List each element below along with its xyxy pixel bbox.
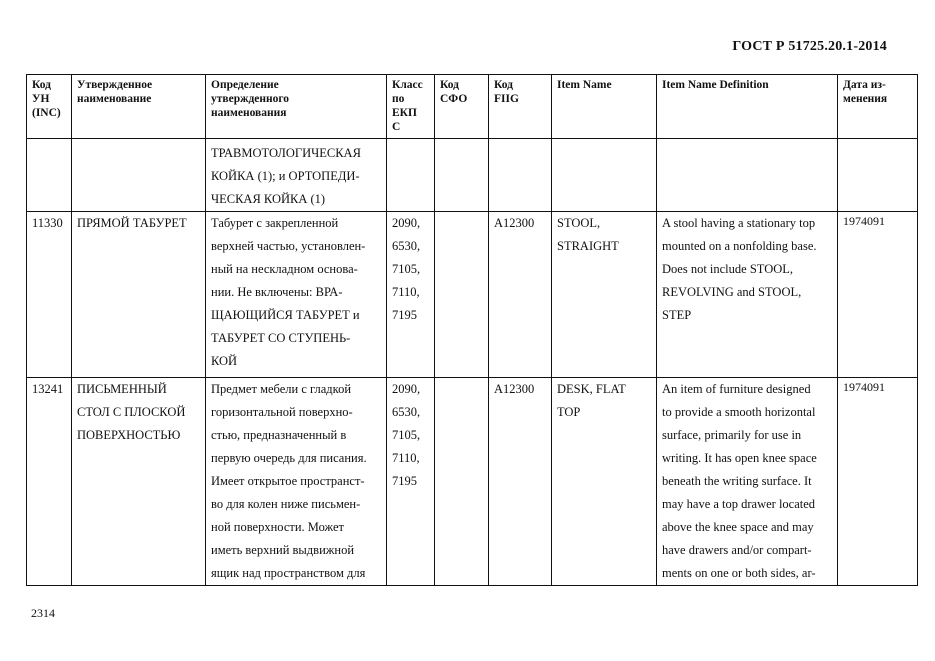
cell-line: STOOL, [557,216,601,230]
cell-line: ный на нескладном основа- [211,262,358,276]
cell-line: DESK, FLAT [557,382,626,396]
cell-line: во для колен ниже письмен- [211,497,361,511]
header-line: С [392,121,401,133]
cell-value: 13241 [32,382,64,396]
cell-item-name [552,378,657,586]
cell-line: 7105, [392,262,421,276]
cell-item-def [657,378,838,586]
cell-line: Табурет с закрепленной [211,216,339,230]
cell-line: Does not include STOOL, [662,262,794,276]
cell-date [838,378,918,586]
cell-approved-name [72,139,206,212]
cell-line: 6530, [392,405,421,419]
cell-value: 11330 [32,216,63,230]
document-code: ГОСТ Р 51725.20.1-2014 [732,39,887,54]
header-line: Item Name [557,79,612,91]
header-line: Утвержденное [77,79,153,91]
cell-line: mounted on a nonfolding base. [662,239,817,253]
cell-line: may have a top drawer located [662,497,816,511]
cell-line: surface, primarily for use in [662,428,802,442]
header-line: Дата из- [843,79,886,91]
cell-class [387,378,435,586]
cell-line: СТОЛ С ПЛОСКОЙ [77,405,186,419]
cell-line: горизонтальной поверхно- [211,405,353,419]
cell-line: стью, предназначенный в [211,428,347,442]
page-number: 2314 [31,606,55,620]
cell-line: ящик над пространством для [211,566,366,580]
cell-line: An item of furniture designed [662,382,811,396]
cell-line: beneath the writing surface. It [662,474,812,488]
table-body [27,139,918,586]
header-line: Код [440,79,460,91]
cell-item-def [657,212,838,378]
cell-line: КОЙКА (1); и ОРТОПЕДИ- [211,169,360,183]
cell-line: above the knee space and may [662,520,814,534]
cell-value: 1974091 [843,380,885,394]
header-line: утвержденного [211,93,290,105]
cell-line: 7195 [392,308,417,322]
header-col-item-name [552,75,657,139]
header-col-date [838,75,918,139]
cell-line: Предмет мебели с гладкой [211,382,352,396]
cell-line: 7110, [392,451,420,465]
cell-approved-name [72,212,206,378]
cell-line: STEP [662,308,692,322]
cell-line: нии. Не включены: ВРА- [211,285,343,299]
header-col-item-def [657,75,838,139]
cell-definition [206,212,387,378]
header-col-inc [27,75,72,139]
cell-line: ments on one or both sides, ar- [662,566,816,580]
cell-class [387,212,435,378]
cell-date [838,212,918,378]
cell-item-def [657,139,838,212]
cell-line: 2090, [392,216,421,230]
cell-item-name [552,139,657,212]
cell-line: 7195 [392,474,417,488]
cell-line: ТРАВМОТОЛОГИЧЕСКАЯ [211,146,361,160]
cell-line: Имеет открытое пространст- [211,474,365,488]
cell-line: ЧЕСКАЯ КОЙКА (1) [211,192,326,206]
cell-line: writing. It has open knee space [662,451,817,465]
header-line: Код [32,79,52,91]
cell-line: ПРЯМОЙ ТАБУРЕТ [77,216,187,230]
header-col-fiig [489,75,552,139]
cell-sfo [435,139,489,212]
cell-sfo [435,212,489,378]
cell-line: 6530, [392,239,421,253]
header-line: наименования [211,107,287,119]
header-line: Класс [392,79,423,91]
cell-line: ЩАЮЩИЙСЯ ТАБУРЕТ и [211,308,360,322]
cell-value: 1974091 [843,214,885,228]
cell-line: 7110, [392,285,420,299]
header-col-class [387,75,435,139]
cell-inc [27,378,72,586]
table-row [27,378,918,586]
cell-date [838,139,918,212]
cell-item-name [552,212,657,378]
cell-line: 7105, [392,428,421,442]
cell-fiig [489,212,552,378]
cell-line: ТАБУРЕТ СО СТУПЕНЬ- [211,331,351,345]
cell-inc [27,212,72,378]
cell-line: первую очередь для писания. [211,451,367,465]
header-line: Определение [211,79,279,91]
header-line: (INC) [32,107,61,119]
header-line: Код [494,79,514,91]
table-header-row [27,75,918,139]
header-col-definition [206,75,387,139]
cell-line: to provide a smooth horizontal [662,405,816,419]
cell-fiig [489,139,552,212]
header-line: наименование [77,93,152,105]
cell-definition [206,378,387,586]
cell-line: ной поверхности. Может [211,520,344,534]
cell-definition [206,139,387,212]
cell-line: have drawers and/or compart- [662,543,812,557]
header-line: СФО [440,93,468,105]
cell-fiig [489,378,552,586]
cell-sfo [435,378,489,586]
header-line: Item Name Definition [662,79,769,91]
cell-line: КОЙ [211,354,238,368]
cell-inc [27,139,72,212]
table-row [27,212,918,378]
cell-line: верхней частью, установлен- [211,239,366,253]
cell-line: A stool having a stationary top [662,216,816,230]
cell-line: ПОВЕРХНОСТЬЮ [77,428,181,442]
cell-line: 2090, [392,382,421,396]
cell-value: A12300 [494,382,535,396]
table-row [27,139,918,212]
cell-line: REVOLVING and STOOL, [662,285,802,299]
header-line: ЕКП [392,107,417,119]
header-col-approved-name [72,75,206,139]
cell-value: A12300 [494,216,535,230]
cell-line: иметь верхний выдвижной [211,543,355,557]
cell-line: TOP [557,405,581,419]
header-line: FIIG [494,93,519,105]
header-line: УН [32,93,50,105]
cell-class [387,139,435,212]
header-col-sfo [435,75,489,139]
cell-line: ПИСЬМЕННЫЙ [77,382,167,396]
cell-approved-name [72,378,206,586]
header-line: по [392,93,405,105]
header-line: менения [843,93,888,105]
cell-line: STRAIGHT [557,239,619,253]
catalog-table [26,74,918,586]
